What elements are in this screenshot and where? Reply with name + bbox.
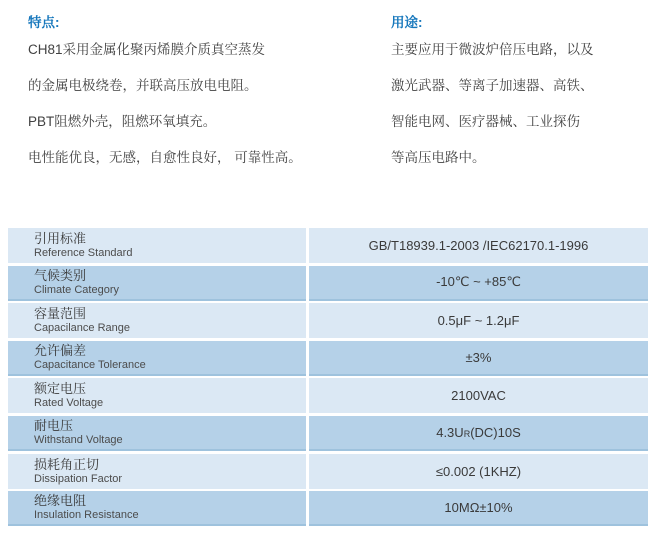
spec-row-capacitance-tolerance xyxy=(8,341,648,376)
spec-label-cell xyxy=(8,378,306,413)
spec-label-zh: 容量范围 xyxy=(34,306,87,322)
features-column xyxy=(28,14,391,176)
spec-label-cell xyxy=(8,341,306,376)
spec-row-rated-voltage xyxy=(8,378,648,413)
spec-value: 10MΩ±10% xyxy=(309,491,648,526)
spec-label-cell xyxy=(8,303,306,338)
applications-heading: 用途: xyxy=(391,15,423,30)
spec-label-en: Withstand Voltage xyxy=(34,433,123,446)
spec-label-zh: 损耗角正切 xyxy=(34,456,100,472)
spec-label-en: Rated Voltage xyxy=(34,397,104,410)
spec-label-zh: 绝缘电阻 xyxy=(34,493,87,509)
value-subscript: R xyxy=(463,429,471,440)
spec-label-zh: 引用标准 xyxy=(34,231,87,246)
spec-label-en: Climate Category xyxy=(34,283,119,296)
spec-value: -10℃ ~ +85℃ xyxy=(309,266,648,301)
features-line: 电性能优良，无感，自愈性良好， 可靠性高。 xyxy=(28,150,302,165)
spec-label-cell xyxy=(8,454,306,489)
spec-label-en: Dissipation Factor xyxy=(34,472,123,485)
spec-label-en: Reference Standard xyxy=(34,247,133,259)
applications-line: 主要应用于微波炉倍压电路，以及 xyxy=(391,42,594,57)
features-line: PBT阻燃外壳，阻燃环氧填充。 xyxy=(28,114,217,129)
spec-label-cell xyxy=(8,491,306,526)
spec-row-climate-category xyxy=(8,266,648,301)
features-line: CH81采用金属化聚丙烯膜介质真空蒸发 xyxy=(28,42,266,57)
spec-label-en: Capacilance Range xyxy=(34,322,131,335)
applications-line: 等高压电路中。 xyxy=(391,150,486,165)
spec-value: ±3% xyxy=(309,341,648,376)
value-text: (DC)10S xyxy=(470,424,521,440)
intro-section xyxy=(0,0,653,176)
spec-value xyxy=(309,416,648,451)
value-text: 4.3U xyxy=(436,424,464,440)
spec-label-en: Capacitance Tolerance xyxy=(34,358,146,371)
spec-label-zh: 额定电压 xyxy=(34,381,87,397)
spec-value: ≤0.002 (1KHZ) xyxy=(309,454,648,489)
applications-column xyxy=(391,14,653,176)
spec-value: 2100VAC xyxy=(309,378,648,413)
spec-label-cell xyxy=(8,266,306,301)
features-line: 的金属电极绕卷，并联高压放电电阻。 xyxy=(28,78,258,93)
applications-line: 激光武器、等离子加速器、高铁、 xyxy=(391,78,594,93)
spec-label-cell xyxy=(8,416,306,451)
spec-row-reference-standard xyxy=(8,228,648,263)
features-heading: 特点: xyxy=(28,15,60,30)
spec-row-capacitance-range xyxy=(8,303,648,338)
applications-line: 智能电网、医疗器械、工业探伤 xyxy=(391,114,580,129)
spec-table xyxy=(8,228,648,526)
spec-value: 0.5μF ~ 1.2μF xyxy=(309,303,648,338)
spec-row-withstand-voltage xyxy=(8,416,648,451)
spec-label-zh: 允许偏差 xyxy=(34,342,87,358)
spec-label-zh: 耐电压 xyxy=(34,417,74,433)
spec-value: GB/T18939.1-2003 /IEC62170.1-1996 xyxy=(309,228,648,263)
spec-label-zh: 气候类别 xyxy=(34,267,87,283)
spec-label-en: Insulation Resistance xyxy=(34,509,139,522)
spec-row-insulation-resistance xyxy=(8,491,648,526)
spec-label-cell xyxy=(8,228,306,263)
spec-row-dissipation-factor xyxy=(8,454,648,489)
